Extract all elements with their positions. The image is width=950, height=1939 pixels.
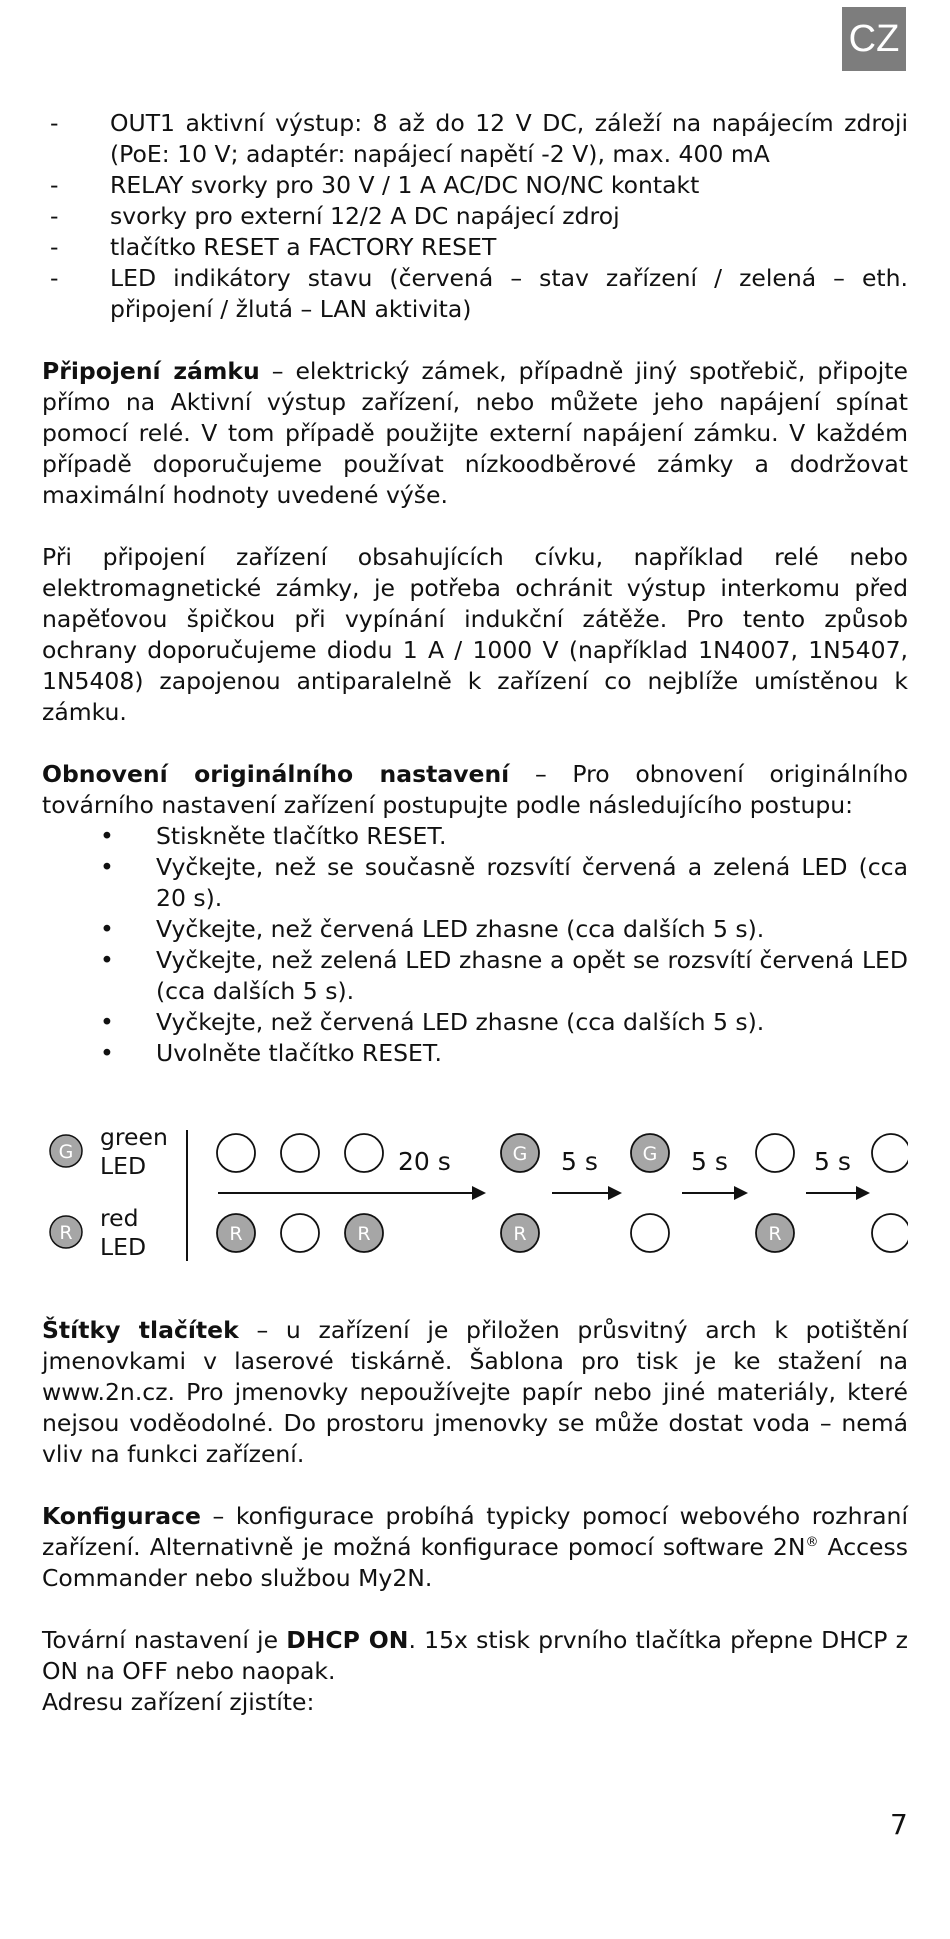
green-led-off: [217, 1134, 255, 1172]
configuration-text-end: Access Commander nebo službou My2N.: [42, 1533, 908, 1592]
red-led-letter: R: [357, 1223, 371, 1245]
spec-item: - tlačítko RESET a FACTORY RESET: [42, 232, 908, 263]
arrowhead: [472, 1186, 486, 1200]
language-badge: CZ: [842, 7, 906, 71]
configuration-paragraph: [42, 1501, 908, 1594]
spec-item: - LED indikátory stavu (červená – stav zařízení / zelená – eth. připojení / žlutá – LAN aktivita): [42, 263, 908, 325]
button-labels-text: – u zařízení je přiložen průsvitný arch k potištění jmenovkami v laserové tiskárně. Šablona pro tisk je ke stažení na www.2n.cz. Pro jmenovky nepoužívejte papír nebo jiné materiály, které nejsou voděodolné. Do prostoru jmenovky se může dostat voda – nemá vliv na funkci zařízení.: [42, 1316, 909, 1468]
factory-reset-paragraph: [42, 759, 908, 821]
led-sequence-diagram: [42, 1115, 908, 1279]
red-led-letter: R: [229, 1223, 243, 1245]
reset-step: • Stiskněte tlačítko RESET.: [42, 821, 908, 852]
reset-steps: [42, 821, 908, 1069]
reset-step: • Vyčkejte, než zelená LED zhasne a opět se rozsvítí červená LED (cca dalších 5 s).: [42, 945, 908, 1007]
arrowhead: [608, 1186, 622, 1200]
time-label-5s: 5 s: [691, 1147, 728, 1176]
lock-connection-paragraph: [42, 356, 908, 511]
red-label-line1: red: [100, 1204, 139, 1232]
red-led-off: [281, 1214, 319, 1252]
factory-reset-title: Obnovení originálního nastavení: [42, 760, 510, 788]
page-content: [42, 108, 908, 1718]
lock-connection-text: – elektrický zámek, případně jiný spotřebič, připojte přímo na Aktivní výstup zařízení, nebo můžete jeho napájení spínat pomocí relé. V tom případě použijte externí napájení zámku. V každém případě doporučujeme používat nízkoodběrové zámky a dodržovat maximální hodnoty uvedené výše.: [42, 357, 908, 509]
dhcp-status: DHCP ON: [286, 1626, 409, 1654]
arrowhead: [856, 1186, 870, 1200]
green-led-off: [345, 1134, 383, 1172]
dhcp-text: Tovární nastavení je: [42, 1626, 287, 1654]
reset-step: • Vyčkejte, než se současně rozsvítí červená a zelená LED (cca 20 s).: [42, 852, 908, 914]
reset-step: • Vyčkejte, než červená LED zhasne (cca dalších 5 s).: [42, 1007, 908, 1038]
green-led-legend-letter: G: [58, 1141, 74, 1163]
lock-connection-title: Připojení zámku: [42, 357, 260, 385]
button-labels-paragraph: [42, 1315, 908, 1470]
time-label-20s: 20 s: [398, 1147, 451, 1176]
red-led-off: [872, 1214, 908, 1252]
page-number: 7: [890, 1808, 908, 1841]
green-label-line1: green: [100, 1123, 168, 1151]
spec-item: - svorky pro externí 12/2 A DC napájecí zdroj: [42, 201, 908, 232]
address-line: Adresu zařízení zjistíte:: [42, 1688, 315, 1716]
configuration-text: – konfigurace probíhá typicky pomocí webového rozhraní zařízení. Alternativně je možná konfigurace pomocí software 2N: [42, 1502, 908, 1561]
configuration-title: Konfigurace: [42, 1502, 201, 1530]
spec-list: [42, 108, 908, 325]
spec-item: - RELAY svorky pro 30 V / 1 A AC/DC NO/NC kontakt: [42, 170, 908, 201]
arrowhead: [734, 1186, 748, 1200]
time-label-5s: 5 s: [561, 1147, 598, 1176]
coil-paragraph: Při připojení zařízení obsahujících cívku, například relé nebo elektromagnetické zámky, je potřeba ochránit výstup interkomu před napěťovou špičkou při vypínání indukční zátěže. Pro tento způsob ochrany doporučujeme diodu 1 A / 1000 V (například 1N4007, 1N5407, 1N5408) zapojenou antiparalelně k zařízení co nejblíže umístěnou k zámku.: [42, 543, 908, 726]
green-led-letter: G: [642, 1143, 658, 1165]
red-led-letter: R: [513, 1223, 527, 1245]
red-led-letter: R: [768, 1223, 782, 1245]
spec-item: - OUT1 aktivní výstup: 8 až do 12 V DC, záleží na napájecím zdroji (PoE: 10 V; adaptér: napájecí napětí -2 V), max. 400 mA: [42, 108, 908, 170]
green-led-off: [756, 1134, 794, 1172]
dhcp-paragraph: [42, 1625, 908, 1687]
green-label-line2: LED: [100, 1152, 147, 1180]
red-led-legend-letter: R: [59, 1222, 73, 1244]
time-label-5s: 5 s: [814, 1147, 851, 1176]
factory-reset-text: – Pro obnovení originálního továrního nastavení zařízení postupujte podle následujícího postupu:: [42, 760, 908, 819]
green-led-off: [281, 1134, 319, 1172]
green-led-letter: G: [512, 1143, 528, 1165]
registered-mark: ®: [805, 1535, 819, 1550]
red-label-line2: LED: [100, 1233, 147, 1261]
button-labels-title: Štítky tlačítek: [42, 1316, 239, 1344]
dhcp-text-end: . 15x stisk prvního tlačítka přepne DHCP z ON na OFF nebo naopak.: [42, 1626, 908, 1685]
reset-step: • Uvolněte tlačítko RESET.: [42, 1038, 908, 1069]
green-led-off: [872, 1134, 908, 1172]
red-led-off: [631, 1214, 669, 1252]
reset-step: • Vyčkejte, než červená LED zhasne (cca dalších 5 s).: [42, 914, 908, 945]
